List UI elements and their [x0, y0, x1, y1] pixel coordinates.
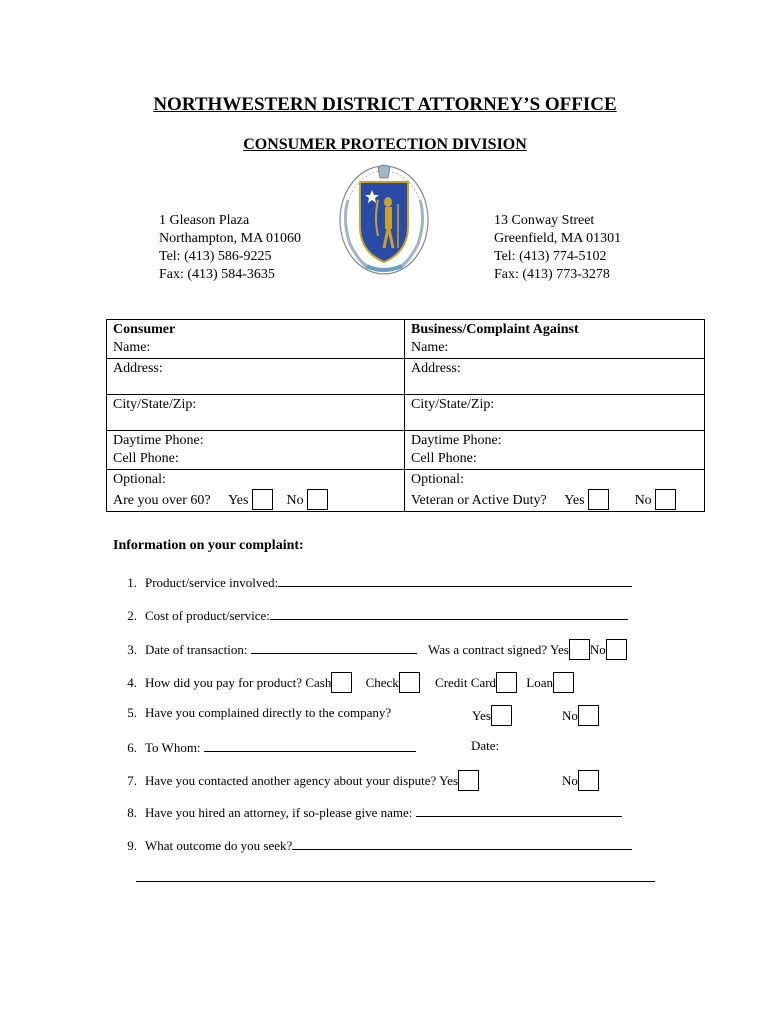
date-label: Date: [471, 738, 500, 753]
outcome-continuation-line[interactable] [136, 868, 655, 882]
complained-no-label: No [562, 708, 578, 723]
other-agency-no-checkbox[interactable] [578, 770, 599, 791]
loan-checkbox[interactable] [553, 672, 574, 693]
question-7-no [562, 770, 599, 791]
question-2 [115, 606, 628, 624]
business-phone-cell[interactable] [405, 431, 705, 470]
address-line: Tel: (413) 586-9225 [159, 249, 272, 264]
veteran-no-checkbox[interactable] [655, 489, 676, 510]
over-60-yes-label: Yes [228, 493, 249, 508]
address-line: Tel: (413) 774-5102 [494, 249, 607, 264]
date-transaction-input-line[interactable] [251, 640, 417, 654]
question-3 [115, 639, 627, 660]
contract-no-checkbox[interactable] [606, 639, 627, 660]
massachusetts-seal-icon [338, 160, 430, 278]
complained-label: Have you complained directly to the company? [145, 705, 392, 720]
question-5-no [562, 705, 599, 726]
outcome-label: What outcome do you seek? [145, 838, 293, 853]
question-number: 9. [127, 838, 137, 853]
contract-yes-checkbox[interactable] [569, 639, 590, 660]
date-transaction-label: Date of transaction: [145, 642, 248, 657]
business-optional-cell [405, 470, 705, 512]
cost-label: Cost of product/service: [145, 608, 270, 623]
address-line: Fax: (413) 773-3278 [494, 267, 610, 282]
complaint-section-heading: Information on your complaint: [113, 538, 304, 553]
over-60-question: Are you over 60? [113, 493, 211, 508]
question-number: 7. [127, 773, 137, 788]
business-city-cell[interactable] [405, 395, 705, 431]
consumer-address-cell[interactable] [107, 359, 405, 395]
consumer-phone-cell[interactable] [107, 431, 405, 470]
veteran-question: Veteran or Active Duty? [411, 493, 547, 508]
over-60-no-checkbox[interactable] [307, 489, 328, 510]
credit-card-label: Credit Card [435, 675, 497, 690]
address-line: Fax: (413) 584-3635 [159, 267, 275, 282]
attorney-input-line[interactable] [416, 803, 622, 817]
outcome-input-line[interactable] [292, 836, 632, 850]
consumer-heading: Consumer [113, 322, 176, 337]
business-city-label: City/State/Zip: [411, 397, 495, 412]
complained-yes-checkbox[interactable] [491, 705, 512, 726]
page-subtitle: CONSUMER PROTECTION DIVISION [243, 136, 527, 153]
other-agency-no-label: No [562, 773, 578, 788]
cash-label: Cash [305, 675, 332, 690]
business-address-label: Address: [411, 361, 461, 376]
over-60-no-label: No [286, 493, 304, 508]
consumer-name-label: Name: [113, 340, 151, 355]
cash-checkbox[interactable] [331, 672, 352, 693]
question-number: 8. [127, 805, 137, 820]
consumer-over-60-row [113, 489, 398, 510]
over-60-yes-checkbox[interactable] [252, 489, 273, 510]
business-cell-phone-label: Cell Phone: [411, 451, 477, 466]
consumer-city-cell[interactable] [107, 395, 405, 431]
credit-card-checkbox[interactable] [496, 672, 517, 693]
greenfield-office-address [494, 212, 621, 284]
business-heading: Business/Complaint Against [411, 322, 579, 337]
question-8 [115, 803, 622, 821]
product-input-line[interactable] [278, 573, 632, 587]
consumer-optional-label: Optional: [113, 472, 166, 487]
consumer-optional-cell [107, 470, 405, 512]
question-7 [115, 770, 479, 791]
veteran-yes-label: Yes [564, 493, 585, 508]
consumer-cell-phone-label: Cell Phone: [113, 451, 179, 466]
consumer-daytime-phone-label: Daytime Phone: [113, 433, 204, 448]
address-line: Northampton, MA 01060 [159, 231, 301, 246]
question-number: 3. [127, 642, 137, 657]
question-number: 6. [127, 740, 137, 755]
business-name-cell[interactable] [405, 320, 705, 359]
product-label: Product/service involved: [145, 575, 279, 590]
question-number: 5. [127, 705, 137, 720]
business-name-label: Name: [411, 340, 449, 355]
cost-input-line[interactable] [270, 606, 628, 620]
attorney-label: Have you hired an attorney, if so-please give name: [145, 805, 413, 820]
business-optional-label: Optional: [411, 472, 464, 487]
northampton-office-address [159, 212, 301, 284]
other-agency-yes-label: Yes [439, 773, 459, 788]
business-address-cell[interactable] [405, 359, 705, 395]
question-6 [115, 738, 416, 756]
address-line: Greenfield, MA 01301 [494, 231, 622, 246]
question-number: 1. [127, 575, 137, 590]
contract-question: Was a contract signed? [428, 642, 548, 657]
veteran-row [411, 489, 698, 510]
other-agency-yes-checkbox[interactable] [458, 770, 479, 791]
business-daytime-phone-label: Daytime Phone: [411, 433, 502, 448]
payment-label: How did you pay for product? [145, 675, 303, 690]
veteran-no-label: No [634, 493, 652, 508]
contact-info-table [106, 319, 705, 512]
contract-no-label: No [589, 642, 606, 657]
complained-yes-label: Yes [472, 708, 491, 723]
question-1 [115, 573, 632, 591]
veteran-yes-checkbox[interactable] [588, 489, 609, 510]
consumer-name-cell[interactable] [107, 320, 405, 359]
address-line: 1 Gleason Plaza [159, 213, 250, 228]
to-whom-label: To Whom: [145, 740, 201, 755]
question-5-yes [472, 705, 512, 726]
other-agency-label: Have you contacted another agency about your dispute? [145, 773, 437, 788]
contract-yes-label: Yes [549, 642, 569, 657]
consumer-address-label: Address: [113, 361, 163, 376]
question-number: 2. [127, 608, 137, 623]
complained-no-checkbox[interactable] [578, 705, 599, 726]
question-6-date [471, 738, 499, 754]
consumer-city-label: City/State/Zip: [113, 397, 197, 412]
page-title: NORTHWESTERN DISTRICT ATTORNEY’S OFFICE [153, 94, 617, 115]
question-5 [115, 705, 391, 721]
question-4 [115, 672, 574, 693]
question-number: 4. [127, 675, 137, 690]
question-9 [115, 836, 632, 854]
to-whom-input-line[interactable] [204, 738, 416, 752]
check-checkbox[interactable] [399, 672, 420, 693]
address-line: 13 Conway Street [494, 213, 595, 228]
check-label: Check [365, 675, 399, 690]
loan-label: Loan [526, 675, 554, 690]
